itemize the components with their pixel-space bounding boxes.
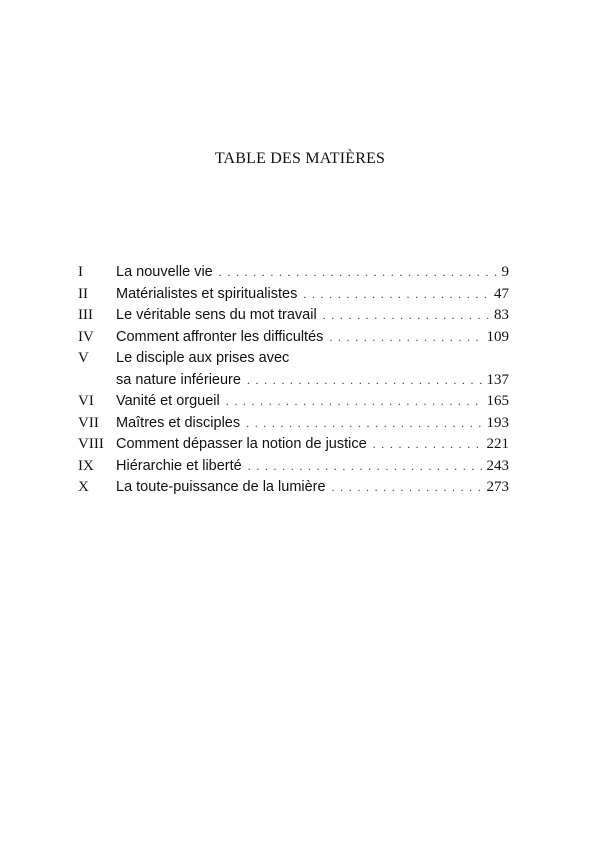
chapter-numeral: III xyxy=(78,307,93,323)
chapter-numeral: VIII xyxy=(78,436,104,452)
chapter-title-line2: sa nature inférieure xyxy=(116,371,241,388)
chapter-title: Le véritable sens du mot travail xyxy=(116,307,317,323)
page-number: 83 xyxy=(494,307,509,323)
toc-entry xyxy=(78,327,509,349)
page-number: 47 xyxy=(494,285,509,302)
chapter-title: Matérialistes et spiritualistes xyxy=(116,285,298,302)
table-of-contents xyxy=(78,262,509,499)
dot-leader xyxy=(219,262,498,284)
chapter-title: Vanité et orgueil xyxy=(116,393,220,409)
toc-entry xyxy=(78,391,509,413)
chapter-numeral: I xyxy=(78,264,83,280)
chapter-numeral: II xyxy=(78,285,88,302)
chapter-title-line1: Le disciple aux prises avec xyxy=(116,350,290,366)
page-number: 221 xyxy=(486,436,509,452)
toc-entry xyxy=(78,413,509,435)
chapter-title: La nouvelle vie xyxy=(116,264,213,280)
chapter-numeral: IV xyxy=(78,328,94,345)
chapter-title: La toute-puissance de la lumière xyxy=(116,479,326,495)
dot-leader xyxy=(247,370,483,392)
chapter-numeral: X xyxy=(78,479,89,495)
dot-leader xyxy=(246,413,482,435)
dot-leader xyxy=(226,391,483,413)
chapter-numeral: VII xyxy=(78,414,99,431)
page-number: 9 xyxy=(501,264,509,280)
dot-leader xyxy=(323,305,490,327)
toc-entry xyxy=(78,262,509,284)
toc-entry xyxy=(78,305,509,327)
dot-leader xyxy=(373,434,483,456)
chapter-numeral: VI xyxy=(78,393,94,409)
page-number: 165 xyxy=(486,393,509,409)
toc-entry xyxy=(78,434,509,456)
page-number: 193 xyxy=(486,414,509,431)
chapter-title: Comment dépasser la notion de justice xyxy=(116,436,367,452)
page-number: 109 xyxy=(486,328,509,345)
chapter-title: Maîtres et disciples xyxy=(116,414,241,431)
dot-leader xyxy=(332,477,483,499)
chapter-title: Hiérarchie et liberté xyxy=(116,457,242,474)
chapter-title: Comment affronter les difficultés xyxy=(116,328,324,345)
dot-leader xyxy=(303,284,490,306)
toc-entry xyxy=(78,477,509,499)
page-number: 243 xyxy=(486,457,509,474)
toc-title: TABLE DES MATIÈRES xyxy=(214,150,386,167)
page-number: 137 xyxy=(486,371,509,388)
chapter-numeral: V xyxy=(78,350,89,366)
toc-entry xyxy=(78,348,509,391)
toc-entry xyxy=(78,456,509,478)
dot-leader xyxy=(248,456,483,478)
dot-leader xyxy=(329,327,482,349)
page-number: 273 xyxy=(486,479,509,495)
toc-entry xyxy=(78,284,509,306)
chapter-numeral: IX xyxy=(78,457,94,474)
